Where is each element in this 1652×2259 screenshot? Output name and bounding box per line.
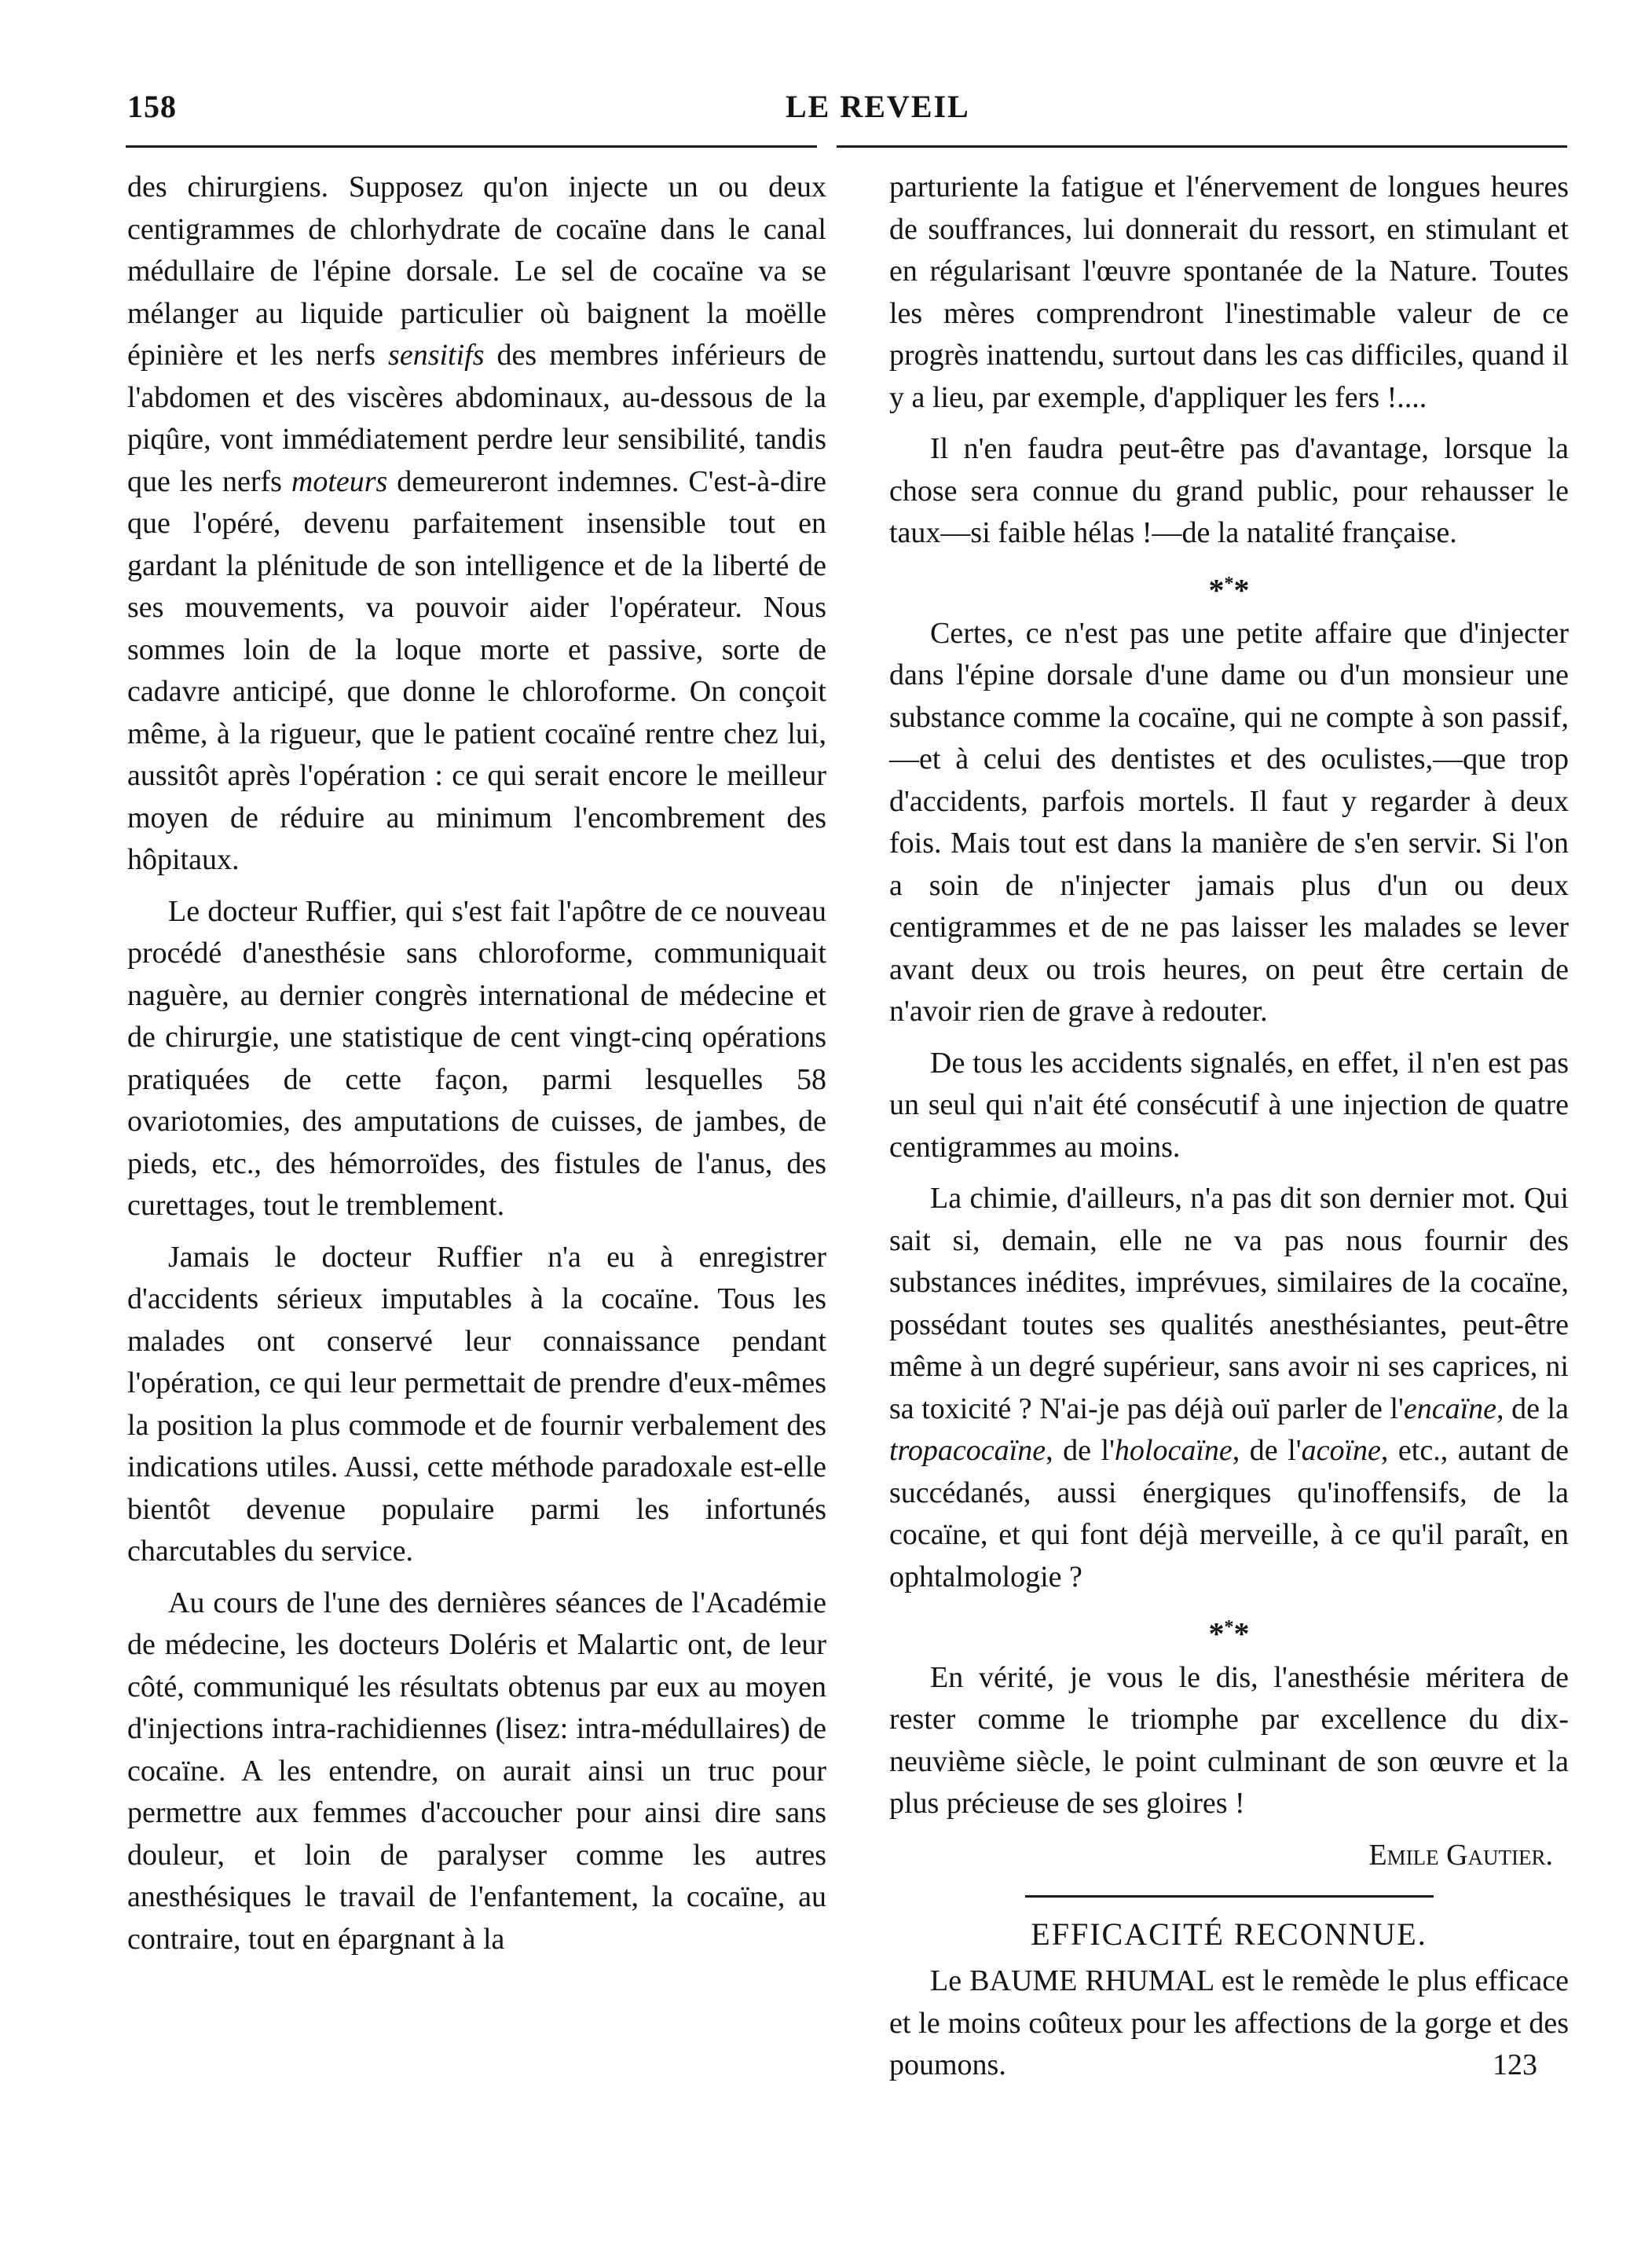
paragraph: Il n'en faudra peut-être pas d'avantage, lorsque la chose sera connue du grand public, pour rehausser le taux—si faible hélas !—de la natalité française. xyxy=(889,432,1569,549)
asterism-separator: *** xyxy=(1208,1615,1250,1652)
italic-word: encaïne xyxy=(1403,1392,1497,1425)
section-rule xyxy=(1025,1895,1434,1898)
notice-title: EFFICACITÉ RECONNUE. xyxy=(1031,1916,1427,1953)
author-signature: Emile Gautier. xyxy=(1368,1838,1553,1872)
notice-text: Le BAUME RHUMAL est le remède le plus efficace et le moins coûteux pour les affections de la gorge et des poumons. 123 xyxy=(889,1960,1569,2087)
paragraph: Le docteur Ruffier, qui s'est fait l'apôtre de ce nouveau procédé d'anesthésie sans chloroforme, communiquait naguère, au dernier congrès international de médecine et de chirurgie, une statistique de cent vingt-cinq opérations pratiquées de cette façon, parmi lesquelles 58 ovariotomies, des amputations de cuisses, de jambes, de pieds, etc., des hémorroïdes, des fistules de l'anus, des curettages, tout le tremblement. xyxy=(127,894,826,1222)
asterism-separator: *** xyxy=(1208,571,1250,607)
paragraph: La chimie, d'ailleurs, n'a pas dit son dernier mot. Qui sait si, demain, elle ne va pas nous fournir des substances inédites, imprévues, similaires de la cocaïne, possédant toutes ses qualités anesthésiantes, peut-être même à un degré supérieur, sans avoir ni ses caprices, ni sa toxicité ? N'ai-je pas déjà ouï parler de l'encaïne, de la tropacocaïne, de l'holocaïne, de l'acoïne, etc., autant de succédanés, aussi énergiques qu'inoffensifs, de la cocaïne, et qui font déjà merveille, à ce qu'il paraît, en ophtalmologie ? xyxy=(889,1182,1569,1593)
right-column xyxy=(889,167,1569,2096)
paragraph: Au cours de l'une des dernières séances de l'Académie de médecine, les docteurs Doléris et Malartic ont, de leur côté, communiqué les résultats obtenus par eux au moyen d'injections intra-rachidiennes (lisez: intra-médullaires) de cocaïne. A les entendre, on aurait ainsi un truc pour permettre aux femmes d'accoucher pour ainsi dire sans douleur, et loin de paralyser comme les autres anesthésiques le travail de l'enfantement, la cocaïne, au contraire, tout en épargnant à la xyxy=(127,1586,826,1956)
paragraph: des chirurgiens. Supposez qu'on injecte un ou deux centigrammes de chlorhydrate de cocaïne dans le canal médullaire de l'épine dorsale. Le sel de cocaïne va se mélanger au liquide particulier où baignent la moëlle épinière et les nerfs sensitifs des membres inférieurs de l'abdomen et des viscères abdominaux, au-dessous de la piqûre, vont immédiatement perdre leur sensibilité, tandis que les nerfs moteurs demeureront indemnes. C'est-à-dire que l'opéré, devenu parfaitement insensible tout en gardant la plénitude de son intelligence et de la liberté de ses mouvements, va pouvoir aider l'opérateur. Nous sommes loin de la loque morte et passive, sorte de cadavre anticipé, que donne le chloroforme. On conçoit même, à la rigueur, que le patient cocaïné rentre chez lui, aussitôt après l'opération : ce qui serait encore le meilleur moyen de réduire au minimum l'encombrement des hôpitaux. xyxy=(127,171,826,876)
page-number: 158 xyxy=(127,89,177,124)
italic-word: moteurs xyxy=(291,464,388,498)
paragraph: parturiente la fatigue et l'énervement de longues heures de souffrances, lui donnerait du ressort, en stimulant et en régularisant l'œuvre spontanée de la Nature. Toutes les mères comprendront l'inestimable valeur de ce progrès inattendu, surtout dans les cas difficiles, quand il y a lieu, par exemple, d'appliquer les fers !.... xyxy=(889,171,1569,414)
italic-word: tropacocaïne xyxy=(889,1434,1046,1468)
left-column xyxy=(127,167,826,1970)
paragraph: De tous les accidents signalés, en effet, il n'en est pas un seul qui n'ait été consécutif à une injection de quatre centigrammes au moins. xyxy=(889,1046,1569,1164)
running-title: LE REVEIL xyxy=(786,89,970,124)
italic-word: acoïne xyxy=(1301,1434,1381,1468)
paragraph: En vérité, je vous le dis, l'anesthésie méritera de rester comme le triomphe par excellence du dix-neuvième siècle, le point culminant de son œuvre et la plus précieuse de ses gloires ! xyxy=(889,1660,1569,1821)
italic-word: holocaïne xyxy=(1114,1434,1233,1468)
header-rule-right xyxy=(837,145,1567,148)
paragraph: Certes, ce n'est pas une petite affaire que d'injecter dans l'épine dorsale d'une dame ou d'un monsieur une substance comme la cocaïne, qui ne compte à son passif,—et à celui des dentistes et des oculistes,—que trop d'accidents, parfois mortels. Il faut y regarder à deux fois. Mais tout est dans la manière de s'en servir. Si l'on a soin de n'injecter jamais plus d'un ou deux centigrammes et de ne pas laisser les malades se lever avant deux ou trois heures, on peut être certain de n'avoir rien de grave à redouter. xyxy=(889,616,1569,1029)
notice-number: 123 xyxy=(1493,2048,1537,2082)
header-rule-left xyxy=(126,145,817,148)
paragraph: Jamais le docteur Ruffier n'a eu à enregistrer d'accidents sérieux imputables à la cocaïne. Tous les malades ont conservé leur connaissance pendant l'opération, ce qui leur permettait de prendre d'eux-mêmes la position la plus commode et de fournir verbalement des indications utiles. Aussi, cette méthode paradoxale est-elle bientôt devenue populaire parmi les infortunés charcutables du service. xyxy=(127,1240,826,1568)
italic-word: sensitifs xyxy=(388,339,485,372)
